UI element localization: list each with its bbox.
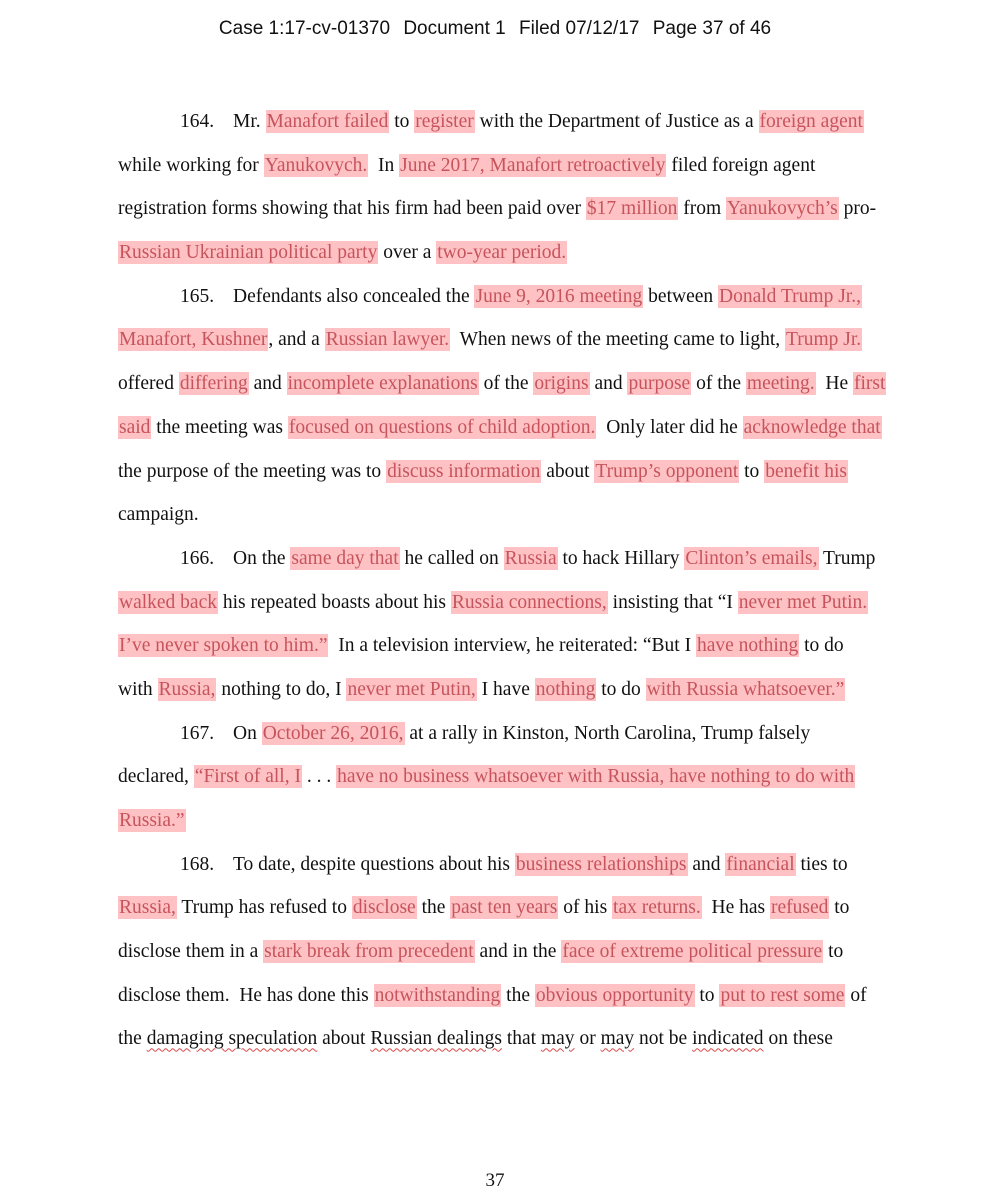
highlight[interactable]: June 2017, Manafort retroactively — [400, 154, 666, 176]
highlight[interactable]: notwithstanding — [374, 984, 501, 1006]
text-run: with — [118, 678, 158, 700]
text-run: to do — [799, 635, 844, 657]
text-run: to — [694, 984, 720, 1006]
text-run: and — [248, 373, 287, 395]
text-run: to — [829, 897, 850, 919]
highlight[interactable]: Clinton’s emails, — [685, 547, 818, 569]
text-run: and — [687, 853, 726, 875]
text-run: on these — [763, 1028, 833, 1050]
paragraph-166-line-2 — [118, 581, 878, 625]
paragraph-168-line-2 — [118, 886, 878, 930]
paragraph-164-line-1 — [118, 100, 878, 144]
highlight[interactable]: never met Putin. — [738, 591, 868, 613]
highlight[interactable]: origins — [534, 373, 589, 395]
text-run: In a television interview, he reiterated: “But I — [328, 635, 696, 657]
highlight[interactable]: purpose — [628, 373, 691, 395]
highlight[interactable]: never met Putin, — [347, 678, 476, 700]
text-run: In — [368, 154, 400, 176]
highlight[interactable]: differing — [179, 373, 248, 395]
text-run: the meeting was — [151, 416, 288, 438]
text-run: to — [739, 460, 765, 482]
paragraph-165-line-1 — [118, 275, 878, 319]
page-header — [0, 18, 990, 40]
highlight[interactable]: Yanukovych. — [264, 154, 368, 176]
text-run: to — [823, 941, 844, 963]
text-run: Trump — [818, 547, 876, 569]
document-body — [118, 100, 886, 1061]
text-run: and — [589, 373, 628, 395]
text-run: at a rally in Kinston, North Carolina, Trump falsely — [404, 722, 811, 744]
text-run: To date, despite questions about his — [233, 853, 515, 875]
paragraph-164-line-3 — [118, 187, 878, 231]
text-run: about — [317, 1028, 371, 1050]
highlight[interactable]: incomplete explanations — [287, 373, 478, 395]
highlight[interactable]: with Russia whatsoever.” — [646, 678, 845, 700]
text-run: the — [118, 1028, 147, 1050]
highlight[interactable]: foreign agent — [759, 111, 863, 132]
spellcheck-underline[interactable]: Russian dealings — [370, 1028, 502, 1050]
page-indicator: Page 37 of 46 — [652, 18, 772, 39]
text-run: Trump has refused to — [176, 897, 352, 919]
text-run: of the — [691, 373, 746, 395]
highlight[interactable]: Russia, — [158, 678, 216, 700]
highlight[interactable]: Trump’s opponent — [595, 460, 739, 482]
text-run: about — [541, 460, 595, 482]
highlight[interactable]: walked back — [119, 591, 217, 613]
paragraph-number: 166. — [180, 547, 215, 569]
highlight[interactable]: Manafort, Kushner — [119, 329, 268, 351]
highlight[interactable]: face of extreme political pressure — [562, 941, 823, 963]
highlight[interactable]: Russian lawyer. — [325, 329, 450, 351]
text-run: disclose them in a — [118, 941, 264, 963]
spellcheck-underline[interactable]: indicated — [692, 1028, 764, 1050]
text-run: I have — [476, 678, 535, 700]
text-run: Defendants also concealed the — [233, 285, 475, 307]
text-run: campaign. — [118, 504, 199, 526]
text-run: On — [233, 722, 262, 744]
paragraph-165-line-6 — [118, 493, 878, 537]
text-run: of the — [478, 373, 534, 395]
highlight[interactable]: acknowledge that — [743, 416, 881, 438]
highlight[interactable]: same day that — [291, 547, 399, 569]
text-run: He has — [701, 897, 770, 919]
text-run: between — [643, 285, 719, 307]
highlight[interactable]: refused — [771, 897, 829, 919]
text-run: not be — [634, 1028, 693, 1050]
paragraph-166-line-4 — [118, 668, 878, 712]
page-number: 37 — [485, 1170, 505, 1191]
highlight[interactable]: two-year period. — [437, 242, 567, 264]
highlight[interactable]: put to rest some — [720, 984, 845, 1006]
paragraph-168-line-3 — [118, 930, 878, 974]
highlight[interactable]: register — [415, 111, 474, 132]
text-run: to hack Hillary — [557, 547, 685, 569]
highlight[interactable]: first — [854, 373, 886, 395]
paragraph-number: 165. — [180, 285, 215, 307]
spellcheck-underline[interactable]: may — [600, 1028, 635, 1050]
text-run: When news of the meeting came to light, — [450, 329, 786, 351]
text-run: with the Department of Justice as a — [474, 111, 759, 132]
text-run: to do — [596, 678, 646, 700]
paragraph-number: 168. — [180, 853, 215, 875]
text-run: to — [389, 111, 415, 132]
highlight[interactable]: Yanukovych’s — [727, 198, 838, 220]
text-run: pro- — [838, 198, 877, 220]
text-run: nothing to do, I — [216, 678, 347, 700]
highlight[interactable]: Donald Trump Jr., — [719, 285, 861, 307]
paragraph-165-line-5 — [118, 450, 878, 494]
highlight[interactable]: Manafort failed — [266, 111, 389, 132]
highlight[interactable]: tax returns. — [613, 897, 701, 919]
highlight[interactable]: I’ve never spoken to him.” — [119, 635, 328, 657]
text-run: ties to — [795, 853, 848, 875]
text-run: or — [574, 1028, 601, 1050]
text-run: that — [501, 1028, 541, 1050]
highlight[interactable]: have nothing — [696, 635, 799, 657]
highlight[interactable]: have no business whatsoever with Russia, have nothing to do with — [337, 766, 855, 788]
text-run: declared, — [118, 766, 194, 788]
paragraph-164-line-2 — [118, 144, 878, 188]
paragraph-166-line-1 — [118, 537, 878, 581]
spellcheck-underline[interactable]: damaging speculation — [146, 1028, 318, 1050]
text-run: of his — [558, 897, 613, 919]
text-run: Only later did he — [596, 416, 743, 438]
highlight[interactable]: Trump Jr. — [786, 329, 862, 351]
highlight[interactable]: stark break from precedent — [264, 941, 474, 963]
text-run: disclose them. He has done this — [118, 984, 374, 1006]
highlight[interactable]: “First of all, I — [194, 766, 301, 788]
highlight[interactable]: benefit his — [765, 460, 847, 482]
text-run: , and a — [268, 329, 325, 351]
highlight[interactable]: disclose — [352, 897, 416, 919]
paragraph-167-line-3 — [118, 799, 878, 843]
document-number: Document 1 — [403, 18, 506, 39]
filed-date: Filed 07/12/17 — [519, 18, 640, 39]
highlight[interactable]: Russia — [504, 547, 557, 569]
text-run: insisting that “I — [607, 591, 738, 613]
paragraph-167-line-2 — [118, 755, 878, 799]
text-run: his repeated boasts about his — [218, 591, 451, 613]
highlight[interactable]: said — [119, 416, 151, 438]
text-run: and in the — [474, 941, 562, 963]
highlight[interactable]: Russia.” — [119, 810, 185, 831]
text-run: of — [845, 984, 867, 1006]
paragraph-166-line-3 — [118, 624, 878, 668]
highlight[interactable]: discuss information — [387, 460, 541, 482]
text-run: the — [416, 897, 451, 919]
highlight[interactable]: Russia, — [119, 897, 176, 919]
text-run: On the — [233, 547, 291, 569]
paragraph-168-line-5 — [118, 1017, 878, 1061]
text-run: the — [501, 984, 535, 1006]
highlight[interactable]: $17 million — [586, 198, 678, 220]
paragraph-168-line-1 — [118, 843, 878, 887]
highlight[interactable]: past ten years — [451, 897, 558, 919]
highlight[interactable]: financial — [726, 853, 795, 875]
text-run: from — [678, 198, 727, 220]
highlight[interactable]: October 26, 2016, — [262, 722, 404, 744]
paragraph-168-line-4 — [118, 974, 878, 1018]
text-run: Mr. — [233, 111, 266, 132]
paragraph-167-line-1 — [118, 712, 878, 756]
text-run: over a — [378, 242, 437, 264]
highlight[interactable]: obvious opportunity — [535, 984, 694, 1006]
highlight[interactable]: Russian Ukrainian political party — [119, 242, 378, 264]
paragraph-number: 167. — [180, 722, 215, 744]
case-number: Case 1:17-cv-01370 — [218, 18, 391, 39]
highlight[interactable]: Russia connections, — [451, 591, 607, 613]
paragraph-165-line-3 — [118, 362, 886, 406]
spellcheck-underline[interactable]: may — [540, 1028, 575, 1050]
highlight[interactable]: nothing — [535, 678, 596, 700]
text-run: while working for — [118, 154, 264, 176]
paragraph-165-line-2 — [118, 318, 878, 362]
highlight[interactable]: business relationships — [515, 853, 687, 875]
text-run: filed foreign agent — [666, 154, 816, 176]
highlight[interactable]: meeting. — [746, 373, 815, 395]
highlight[interactable]: focused on questions of child adoption. — [288, 416, 596, 438]
text-run: . . . — [301, 766, 337, 788]
paragraph-164-line-4 — [118, 231, 878, 275]
text-run: registration forms showing that his firm had been paid over — [118, 198, 586, 220]
text-run: He — [815, 373, 853, 395]
text-run: offered — [118, 373, 179, 395]
text-run: he called on — [399, 547, 504, 569]
paragraph-number: 164. — [180, 111, 215, 132]
text-run: the purpose of the meeting was to — [118, 460, 387, 482]
paragraph-165-line-4 — [118, 406, 881, 450]
highlight[interactable]: June 9, 2016 meeting — [475, 285, 643, 307]
